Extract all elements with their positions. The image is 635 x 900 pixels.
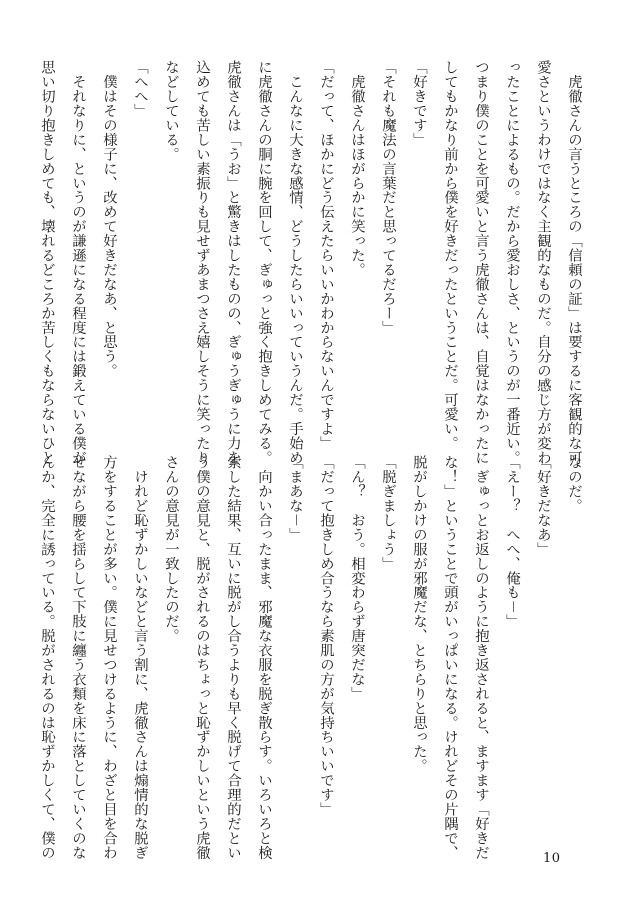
- text-line: けれど恥ずかしいなどと言う割に、虎徹さんは煽情的な脱ぎ: [132, 455, 148, 860]
- text-line: 「ん？ おう。相変わらず唐突だな」: [349, 455, 365, 701]
- text-line: 「好きです」: [411, 60, 427, 147]
- text-line: 「だって、ほかにどう伝えたらいいかわからないんですよ」: [318, 60, 334, 451]
- text-line: 「だって抱きしめ合うなら素肌の方が気持ちいいです」: [318, 455, 334, 817]
- text-line: んか、完全に誘っている。脱がされるのは恥ずかしくて、僕の: [39, 455, 55, 860]
- text-line: 「えー？ へへ、俺も－」: [504, 455, 520, 629]
- text-line: 虎徹さんは「うお」と驚きはしたものの、ぎゅうぎゅうに力を: [225, 60, 241, 465]
- text-block-upper: [39, 60, 589, 465]
- text-line: 索した結果、互いに脱がし合うよりも早く脱げて合理的だとい: [225, 455, 241, 860]
- text-line: に虎徹さんの胴に腕を回して、ぎゅっと強く抱きしめてみる。: [256, 60, 272, 465]
- text-line: などしている。: [163, 60, 179, 162]
- text-line: 「脱ぎましょう」: [380, 455, 396, 571]
- text-line: 込めても苦しい素振りも見せずあまつさえ嬉しそうに笑ったり: [194, 60, 210, 465]
- text-line: 虎徹さんの言うところの「信頼の証」は要するに客観的な可: [566, 60, 582, 465]
- text-line: う僕の意見と、脱がされるのはちょっと恥ずかしいという虎徹: [194, 455, 210, 860]
- text-line: ったことによるもの。だから愛おしさ、というのが一番近い。: [504, 60, 520, 465]
- text-line: な！」ということで頭がいっぱいになる。けれどその片隅で、: [442, 455, 458, 860]
- text-line: 「まあな－」: [287, 455, 303, 542]
- text-line: してもかなり前から僕を好きだったということだ。可愛い。: [442, 60, 458, 451]
- text-line: 僕はその様子に、改めて好きだなあ、と思う。: [101, 60, 117, 378]
- page-number: 10: [543, 851, 561, 866]
- text-line: なのだ。: [566, 455, 582, 513]
- text-line: 「へへ」: [132, 60, 148, 118]
- text-line: 思い切り抱きしめても、壊れるどころか苦しくもならないひと: [39, 60, 55, 465]
- text-line: 「それも魔法の言葉だと思ってるだろー」: [380, 60, 396, 335]
- text-line: 「好きだなあ」: [535, 455, 551, 557]
- text-line: さんの意見が一致したのだ。: [163, 455, 179, 643]
- text-line: 脱がしかけの服が邪魔だな、とちらりと思った。: [411, 455, 427, 773]
- text-line: それなりに、というのが謙遜になる程度には鍛えている僕が: [70, 60, 86, 465]
- text-line: 向かい合ったまま、邪魔な衣服を脱ぎ散らす。いろいろと検: [256, 455, 272, 860]
- text-line: ぎゅっとお返しのように抱き返されると、ますます「好きだ: [473, 455, 489, 860]
- text-line: こんなに大きな感情、どうしたらいいっていうんだ。手始め: [287, 60, 303, 465]
- text-line: 愛さというわけではなく主観的なものだ。自分の感じ方が変わ: [535, 60, 551, 465]
- text-line: つまり僕のことを可愛いと言う虎徹さんは、自覚はなかったに: [473, 60, 489, 465]
- text-line: 方をすることが多い。僕に見せつけるように、わざと目を合わ: [101, 455, 117, 860]
- text-line: 虎徹さんはほがらかに笑った。: [349, 60, 365, 277]
- text-line: せながら腰を揺らして下肢に纏う衣類を床に落としていくのな: [70, 455, 86, 860]
